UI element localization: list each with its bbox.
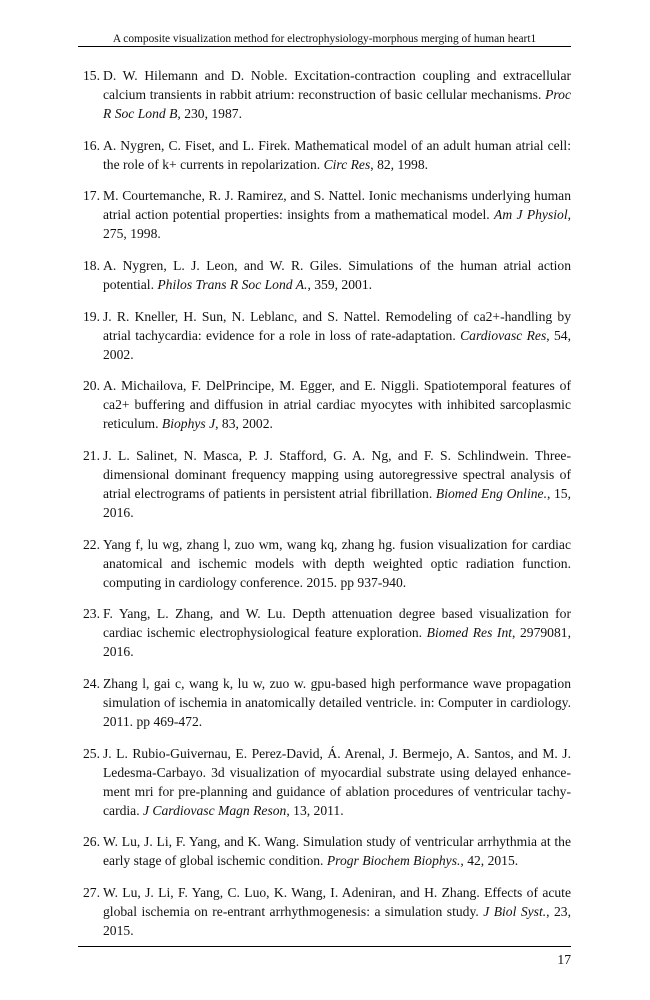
reference-item [78, 307, 571, 364]
journal-name: Biophys J [161, 416, 216, 432]
reference-text: Yang f, lu wg, zhang l, zuo wm, wang kq, zhang hg. fusion visualization for cardiac anatomical and ischemic models with depth weighted optic radiation function. computing in cardiology conference. 2015. pp 937-940. [103, 536, 571, 590]
reference-item [78, 256, 571, 294]
journal-name: J Biol Syst. [483, 904, 547, 920]
reference-text: Zhang l, gai c, wang k, lu w, zuo w. gpu-based high performance wave propagation simulation of ischemia in anatomically detailed ventricle. in: Computer in cardiology. 2011. pp 469-472. [103, 675, 571, 730]
reference-number: 24. [83, 675, 100, 691]
reference-number: 20. [83, 378, 100, 394]
page-number: 17 [557, 952, 571, 967]
reference-item [78, 66, 571, 123]
reference-text: J. L. Rubio-Guivernau, E. Perez-David, Á. Arenal, J. Bermejo, A. Santos, and M. J. Ledesma-Carbayo. 3d visualization of myocardial substrate using delayed enhancement mri for pre-planning and guidance of ablation procedures of ventricular tachycardia. J Cardiovasc Magn Reson, 13, 2011. [103, 745, 571, 818]
reference-item [78, 136, 571, 174]
reference-item [78, 604, 571, 661]
reference-text: A. Nygren, L. J. Leon, and W. R. Giles. Simulations of the human atrial action potential. Philos Trans R Soc Lond A., 359, 2001. [103, 257, 571, 293]
journal-name: Biomed Eng Online. [435, 486, 547, 502]
reference-number: 22. [83, 536, 100, 552]
reference-item [78, 535, 571, 592]
footer-rule [78, 946, 571, 947]
reference-item [78, 446, 571, 522]
reference-item [78, 744, 571, 820]
reference-text: F. Yang, L. Zhang, and W. Lu. Depth attenuation degree based visualization for cardiac ischemic electrophysiological feature exploration. Biomed Res Int, 2979081, 2016. [103, 606, 571, 660]
reference-text: A. Nygren, C. Fiset, and L. Firek. Mathematical model of an adult human atrial cell: the role of k+ currents in repolarization. Circ Res, 82, 1998. [103, 137, 571, 172]
reference-number: 17. [83, 188, 100, 204]
reference-item [78, 883, 571, 940]
reference-text: D. W. Hilemann and D. Noble. Excitation-contraction coupling and extracellular calcium transients in rabbit atrium: reconstruction of basic cellular mechanisms. Proc R Soc Lond B, 230, 1987. [103, 68, 571, 122]
reference-number: 16. [83, 137, 100, 153]
reference-text: J. R. Kneller, H. Sun, N. Leblanc, and S. Nattel. Remodeling of ca2+-handling by atrial tachycardia: evidence for a role in loss of rate-adaptation. Cardiovasc Res, 54, 2002. [103, 308, 571, 362]
reference-number: 15. [83, 68, 100, 83]
journal-name: Circ Res [323, 156, 371, 172]
reference-number: 19. [83, 308, 100, 324]
journal-name: Proc R Soc Lond B [103, 87, 571, 122]
reference-text: W. Lu, J. Li, F. Yang, C. Luo, K. Wang, I. Adeniran, and H. Zhang. Effects of acute global ischemia on re-entrant arrhythmogenesis: a simulation study. J Biol Syst., 23, 2015. [103, 884, 571, 939]
running-header: A composite visualization method for electrophysiology-morphous merging of human heart1 [112, 33, 537, 45]
journal-name: Progr Biochem Biophys. [326, 853, 461, 869]
header-rule [78, 46, 571, 47]
reference-number: 25. [83, 745, 100, 761]
journal-name: Am J Physiol [494, 207, 568, 223]
reference-text: J. L. Salinet, N. Masca, P. J. Stafford, G. A. Ng, and F. S. Schlindwein. Three-dimensional dominant frequency mapping using autoregressive spectral analysis of atrial electrograms of patients in persistent atrial fibrillation. Biomed Eng Online., 15, 2016. [103, 447, 571, 521]
reference-number: 26. [83, 834, 100, 850]
reference-number: 18. [83, 257, 100, 273]
reference-number: 21. [83, 447, 100, 463]
reference-number: 23. [83, 606, 100, 622]
journal-name: Philos Trans R Soc Lond A. [157, 277, 308, 293]
reference-text: A. Michailova, F. DelPrincipe, M. Egger, and E. Niggli. Spatiotemporal features of ca2+ buffering and diffusion in atrial cardiac myocytes with inhibited sarcoplasmic reticulum. Biophys J, 83, 2002. [103, 378, 571, 432]
reference-text: M. Courtemanche, R. J. Ramirez, and S. Nattel. Ionic mechanisms underlying human atrial action potential properties: insights from a mathematical model. Am J Physiol, 275, 1998. [103, 188, 571, 242]
reference-number: 27. [83, 884, 100, 900]
reference-item [78, 832, 571, 870]
journal-name: Cardiovasc Res [460, 327, 547, 343]
reference-item [78, 376, 571, 433]
journal-name: J Cardiovasc Magn Reson [143, 802, 287, 818]
reference-text: W. Lu, J. Li, F. Yang, and K. Wang. Simulation study of ventricular arrhythmia at the early stage of global ischemic condition. Progr Biochem Biophys., 42, 2015. [103, 834, 571, 869]
journal-name: Biomed Res Int [426, 625, 513, 641]
reference-list [78, 66, 571, 953]
reference-item [78, 674, 571, 731]
reference-item [78, 186, 571, 243]
